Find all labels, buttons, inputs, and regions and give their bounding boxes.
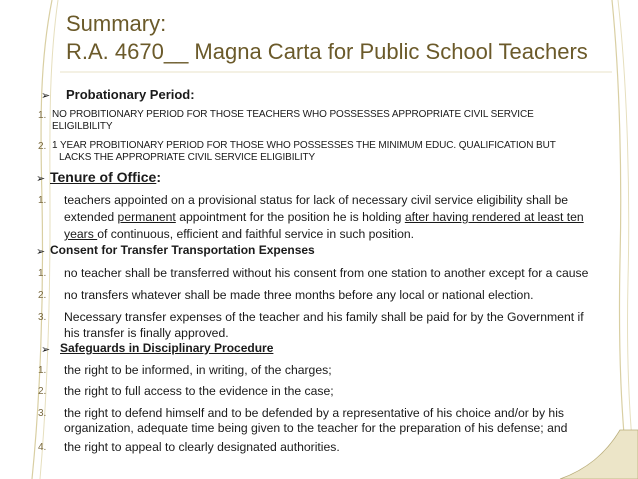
item-number: 4. bbox=[38, 442, 47, 453]
item-number: 1. bbox=[38, 365, 47, 376]
item-number: 1. bbox=[38, 195, 47, 206]
item-number: 2. bbox=[38, 290, 47, 301]
arrow-bullet-icon: ➢ bbox=[36, 246, 46, 258]
arrow-bullet-icon: ➢ bbox=[41, 90, 51, 102]
list-item-text-cont: organization, adequate time being given to the teacher for the preparation of his defense; and bbox=[64, 421, 568, 435]
item-number: 1. bbox=[38, 110, 47, 121]
list-item-text-cont: LACKS THE APPROPRIATE CIVIL SERVICE ELIGIBILITY bbox=[59, 152, 316, 163]
list-item-text: 1 YEAR PROBITIONARY PERIOD FOR THOSE WHO POSSESSES THE MINIMUM EDUC. QUALIFICATION BUT bbox=[52, 140, 556, 151]
underlined-text: years bbox=[64, 227, 98, 241]
item-number: 2. bbox=[38, 141, 47, 152]
item-number: 1. bbox=[38, 268, 47, 279]
list-item-text-cont bbox=[64, 227, 414, 241]
list-item-text: the right to full access to the evidence in the case; bbox=[64, 384, 334, 398]
list-item-text-cont: his transfer is finally approved. bbox=[64, 326, 229, 340]
list-item-text-cont bbox=[64, 210, 584, 224]
section-heading-probationary: Probationary Period: bbox=[66, 87, 195, 102]
text-run: extended bbox=[64, 210, 118, 224]
item-number: 3. bbox=[38, 408, 47, 419]
list-item-text: NO PROBITIONARY PERIOD FOR THOSE TEACHERS WHO POSSESSES APPROPRIATE CIVIL SERVICE bbox=[52, 109, 534, 120]
text-run: of continuous, efficient and faithful service in such position. bbox=[97, 227, 415, 241]
list-item-text: teachers appointed on a provisional status for lack of necessary civil service eligibility shall be bbox=[64, 193, 569, 207]
text-run: appointment for the position he is holding bbox=[175, 210, 405, 224]
list-item-text-cont: ELIGILBILITY bbox=[52, 121, 113, 132]
title-line-1: Summary: bbox=[66, 11, 167, 36]
tenure-heading-text: Tenure of Office bbox=[50, 169, 157, 185]
tenure-heading-colon: : bbox=[156, 169, 161, 185]
title-line-2: R.A. 4670__ Magna Carta for Public School Teachers bbox=[66, 39, 588, 64]
arrow-bullet-icon: ➢ bbox=[36, 173, 46, 185]
list-item-text: the right to appeal to clearly designated authorities. bbox=[64, 440, 340, 454]
item-number: 2. bbox=[38, 386, 47, 397]
list-item-text: no teacher shall be transferred without his consent from one station to another except for a cause bbox=[64, 266, 589, 280]
section-heading-consent: Consent for Transfer Transportation Expenses bbox=[50, 243, 315, 257]
list-item-text: Necessary transfer expenses of the teacher and his family shall be paid for by the Government if bbox=[64, 310, 584, 324]
underlined-text: after having rendered at least ten bbox=[404, 210, 584, 224]
list-item-text: the right to be informed, in writing, of the charges; bbox=[64, 363, 332, 377]
list-item-text: the right to defend himself and to be defended by a representative of his choice and/or by his bbox=[64, 406, 565, 420]
underlined-text: permanent bbox=[117, 210, 176, 224]
section-heading-safeguards: Safeguards in Disciplinary Procedure bbox=[60, 341, 274, 355]
arrow-bullet-icon: ➢ bbox=[41, 344, 51, 356]
list-item-text: no transfers whatever shall be made three months before any local or national election. bbox=[64, 288, 534, 302]
item-number: 3. bbox=[38, 312, 47, 323]
section-heading-tenure bbox=[50, 169, 161, 185]
